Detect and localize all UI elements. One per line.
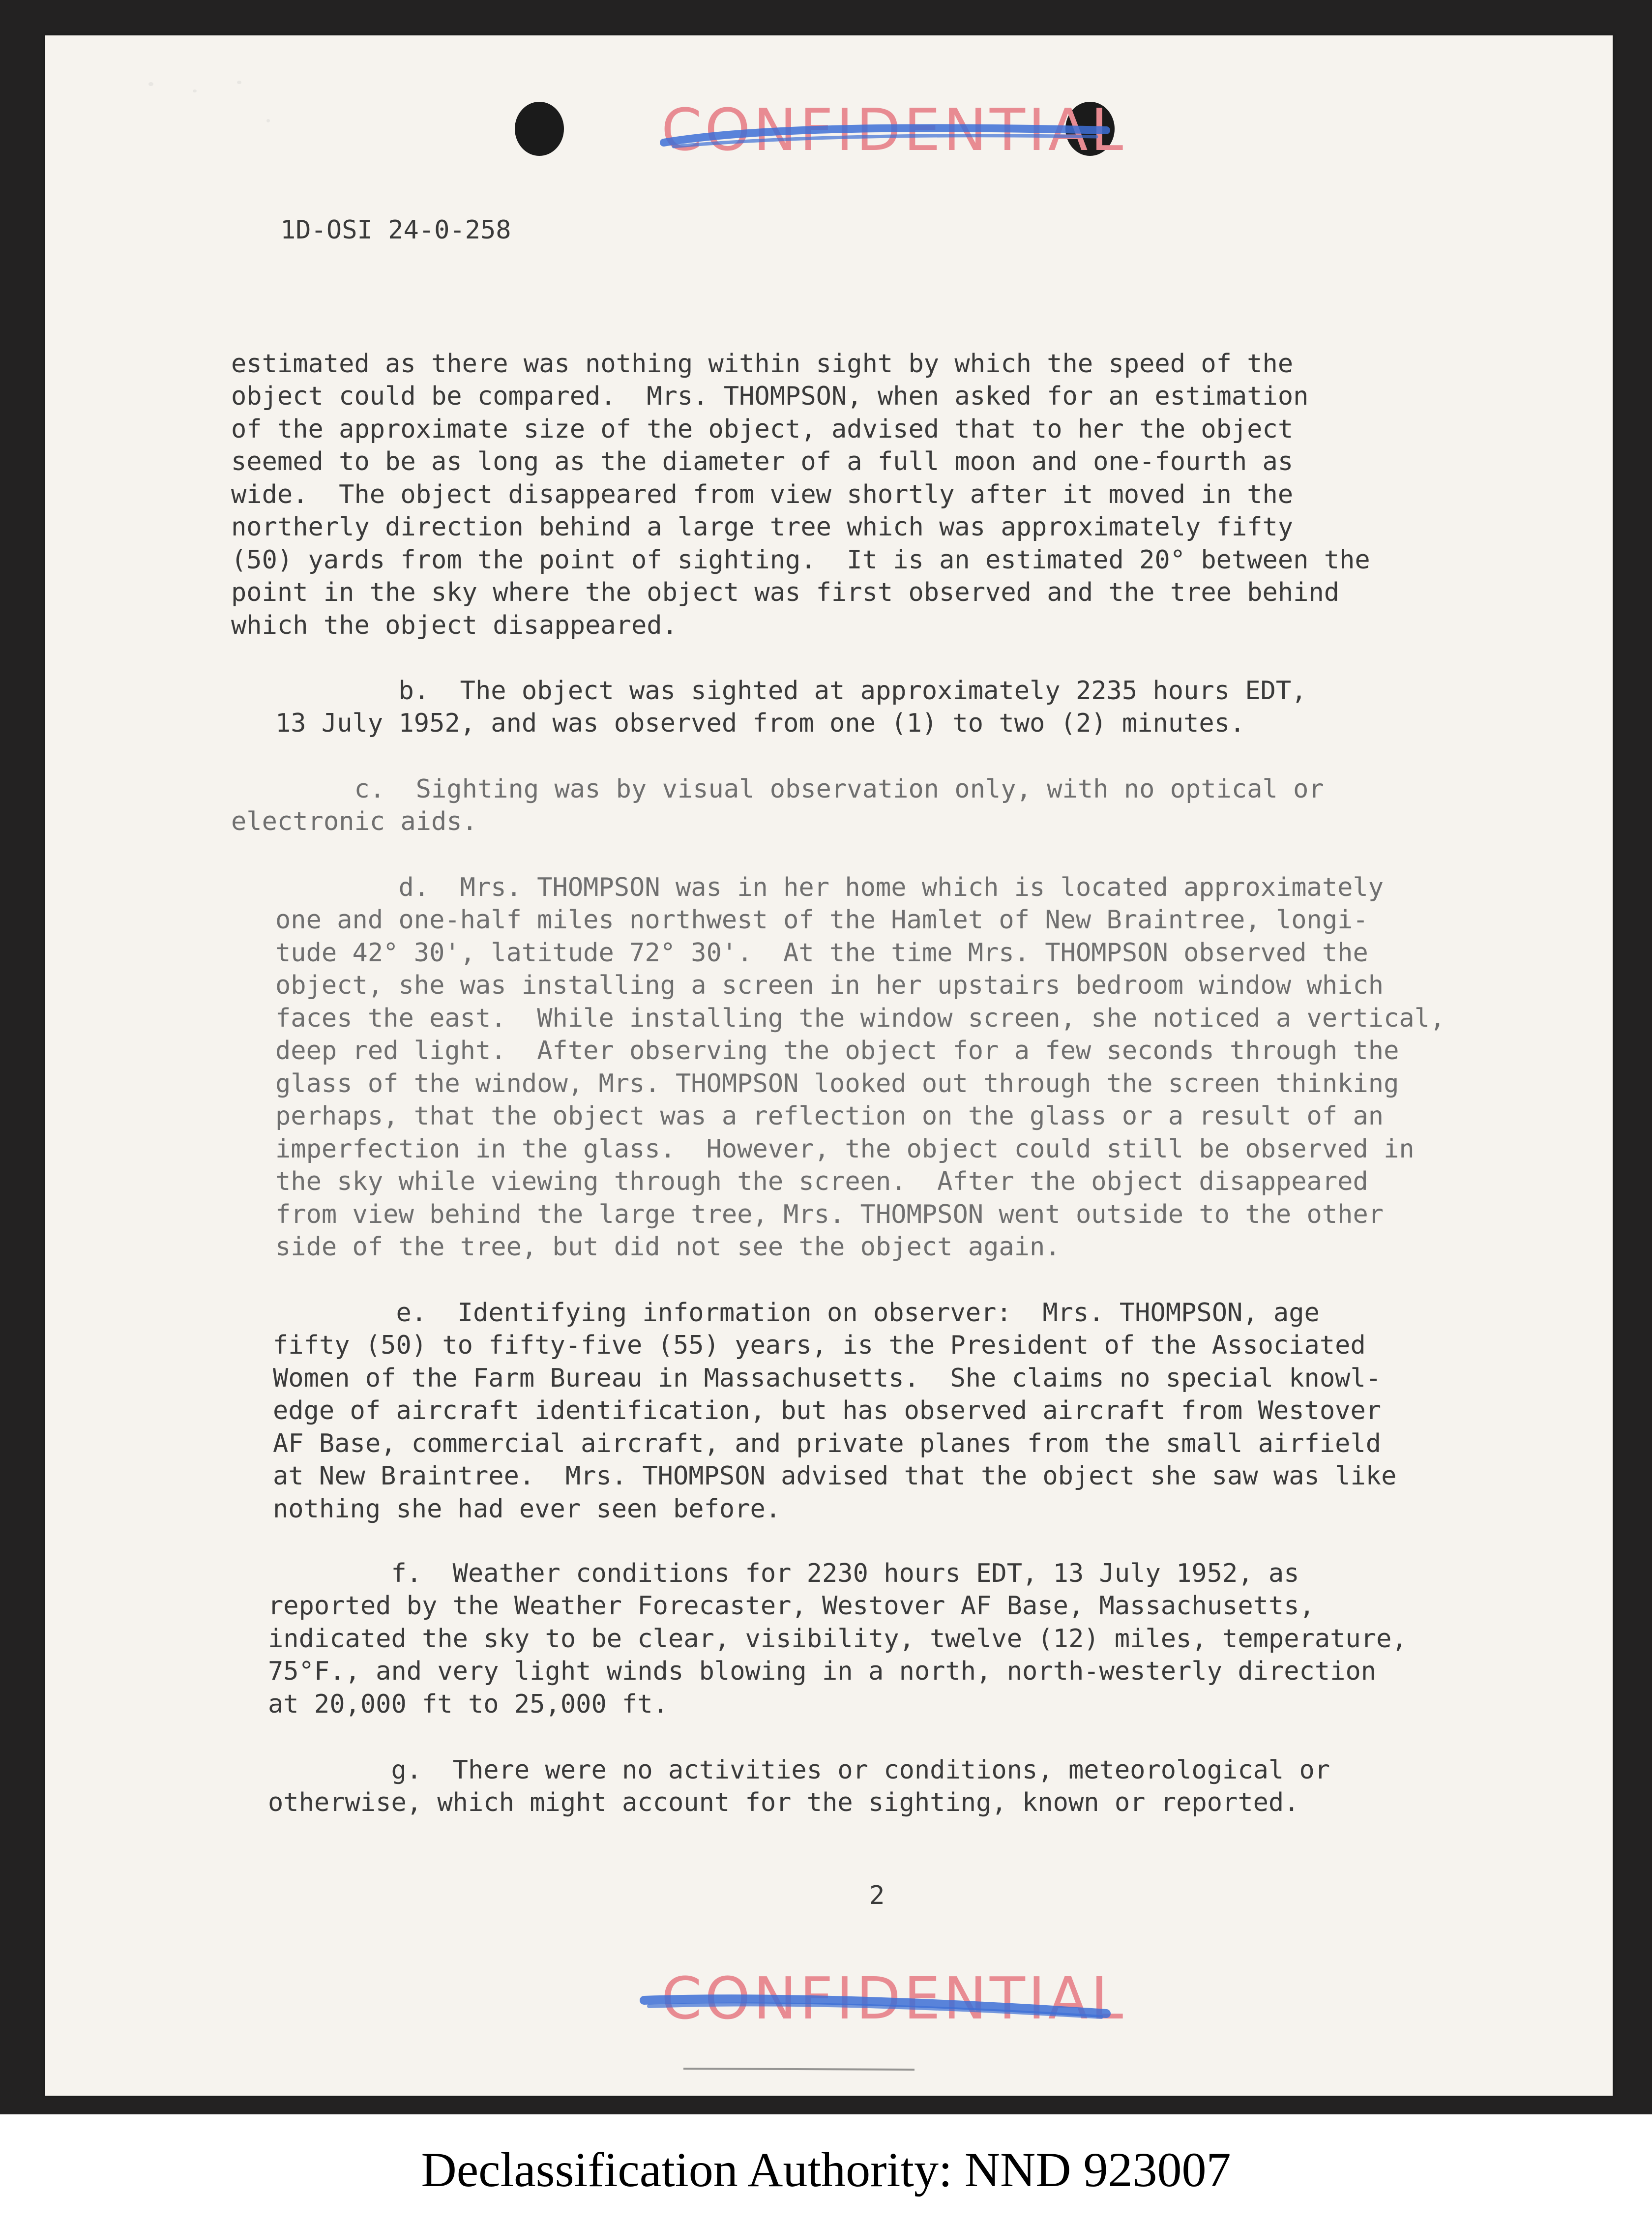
confidential-stamp-bottom: CONFIDENTIAL bbox=[661, 1964, 1126, 2032]
text-line: Women of the Farm Bureau in Massachusetts. She claims no special knowl- bbox=[273, 1363, 1382, 1393]
text-line: faces the east. While installing the window screen, she noticed a vertical, bbox=[275, 1003, 1446, 1033]
text-line: e. Identifying information on observer: Mrs. THOMPSON, age bbox=[273, 1298, 1320, 1328]
pencil-mark-bottom bbox=[678, 2063, 924, 2075]
page-number: 2 bbox=[869, 1881, 885, 1910]
paper-speck bbox=[266, 119, 270, 122]
text-line: object could be compared. Mrs. THOMPSON, when asked for an estimation bbox=[231, 382, 1309, 411]
text-line: 75°F., and very light winds blowing in a north, north-westerly direction bbox=[268, 1657, 1377, 1686]
paragraph-e bbox=[273, 1264, 1396, 1558]
pen-strike-top bbox=[654, 113, 1116, 157]
text-line: seemed to be as long as the diameter of a full moon and one-fourth as bbox=[231, 447, 1294, 476]
text-line: perhaps, that the object was a reflection on the glass or a result of an bbox=[275, 1101, 1384, 1131]
text-line: indicated the sky to be clear, visibility, twelve (12) miles, temperature, bbox=[268, 1624, 1407, 1654]
paragraph-d bbox=[275, 838, 1445, 1296]
text-line: 13 July 1952, and was observed from one (1) to two (2) minutes. bbox=[275, 709, 1245, 738]
text-line: d. Mrs. THOMPSON was in her home which is located approximately bbox=[275, 872, 1384, 902]
text-line: at New Braintree. Mrs. THOMPSON advised that the object she saw was like bbox=[273, 1461, 1397, 1491]
text-line: c. Sighting was by visual observation only, with no optical or bbox=[231, 774, 1324, 804]
punch-hole-left bbox=[515, 102, 564, 156]
paper-speck bbox=[237, 81, 241, 84]
text-line: g. There were no activities or conditions, meteorological or bbox=[268, 1755, 1330, 1785]
text-line: estimated as there was nothing within sight by which the speed of the bbox=[231, 349, 1294, 379]
text-line: tude 42° 30', latitude 72° 30'. At the time Mrs. THOMPSON observed the bbox=[275, 938, 1368, 968]
paragraph-f bbox=[268, 1524, 1407, 1753]
paper-speck bbox=[148, 82, 153, 86]
pen-strike-bottom bbox=[634, 1987, 1121, 2026]
text-line: (50) yards from the point of sighting. It is an estimated 20° between the bbox=[231, 545, 1370, 575]
text-line: reported by the Weather Forecaster, Westover AF Base, Massachusetts, bbox=[268, 1591, 1315, 1621]
text-line: of the approximate size of the object, advised that to her the object bbox=[231, 414, 1294, 444]
text-line: imperfection in the glass. However, the object could still be observed in bbox=[275, 1134, 1415, 1164]
text-line: northerly direction behind a large tree which was approximately fifty bbox=[231, 512, 1294, 542]
text-line: at 20,000 ft to 25,000 ft. bbox=[268, 1689, 668, 1719]
text-line: otherwise, which might account for the sighting, known or reported. bbox=[268, 1788, 1299, 1817]
text-line: which the object disappeared. bbox=[231, 610, 678, 640]
paragraph-g bbox=[268, 1721, 1330, 1852]
file-reference: 1D-OSI 24-0-258 bbox=[280, 215, 511, 245]
confidential-stamp-top: CONFIDENTIAL bbox=[661, 96, 1126, 164]
text-line: one and one-half miles northwest of the Hamlet of New Braintree, longi- bbox=[275, 905, 1368, 935]
paragraph-intro bbox=[231, 315, 1370, 675]
text-line: deep red light. After observing the object for a few seconds through the bbox=[275, 1036, 1399, 1066]
text-line: AF Base, commercial aircraft, and private planes from the small airfield bbox=[273, 1428, 1382, 1458]
text-line: edge of aircraft identification, but has observed aircraft from Westover bbox=[273, 1396, 1382, 1425]
text-line: wide. The object disappeared from view shortly after it moved in the bbox=[231, 479, 1294, 509]
text-line: electronic aids. bbox=[231, 807, 477, 836]
text-line: fifty (50) to fifty-five (55) years, is the President of the Associated bbox=[273, 1331, 1366, 1360]
text-line: nothing she had ever seen before. bbox=[273, 1494, 781, 1524]
declassification-footer: Declassification Authority: NND 923007 bbox=[0, 2114, 1652, 2225]
text-line: f. Weather conditions for 2230 hours EDT, 13 July 1952, as bbox=[268, 1558, 1299, 1588]
text-line: glass of the window, Mrs. THOMPSON looked out through the screen thinking bbox=[275, 1068, 1399, 1098]
text-line: side of the tree, but did not see the object again. bbox=[275, 1232, 1061, 1262]
text-line: point in the sky where the object was first observed and the tree behind bbox=[231, 578, 1340, 607]
paper-speck bbox=[193, 89, 197, 92]
text-line: from view behind the large tree, Mrs. THOMPSON went outside to the other bbox=[275, 1199, 1384, 1229]
text-line: the sky while viewing through the screen. After the object disappeared bbox=[275, 1167, 1368, 1196]
text-line: object, she was installing a screen in her upstairs bedroom window which bbox=[275, 971, 1384, 1000]
text-line: b. The object was sighted at approximately 2235 hours EDT, bbox=[275, 676, 1307, 706]
